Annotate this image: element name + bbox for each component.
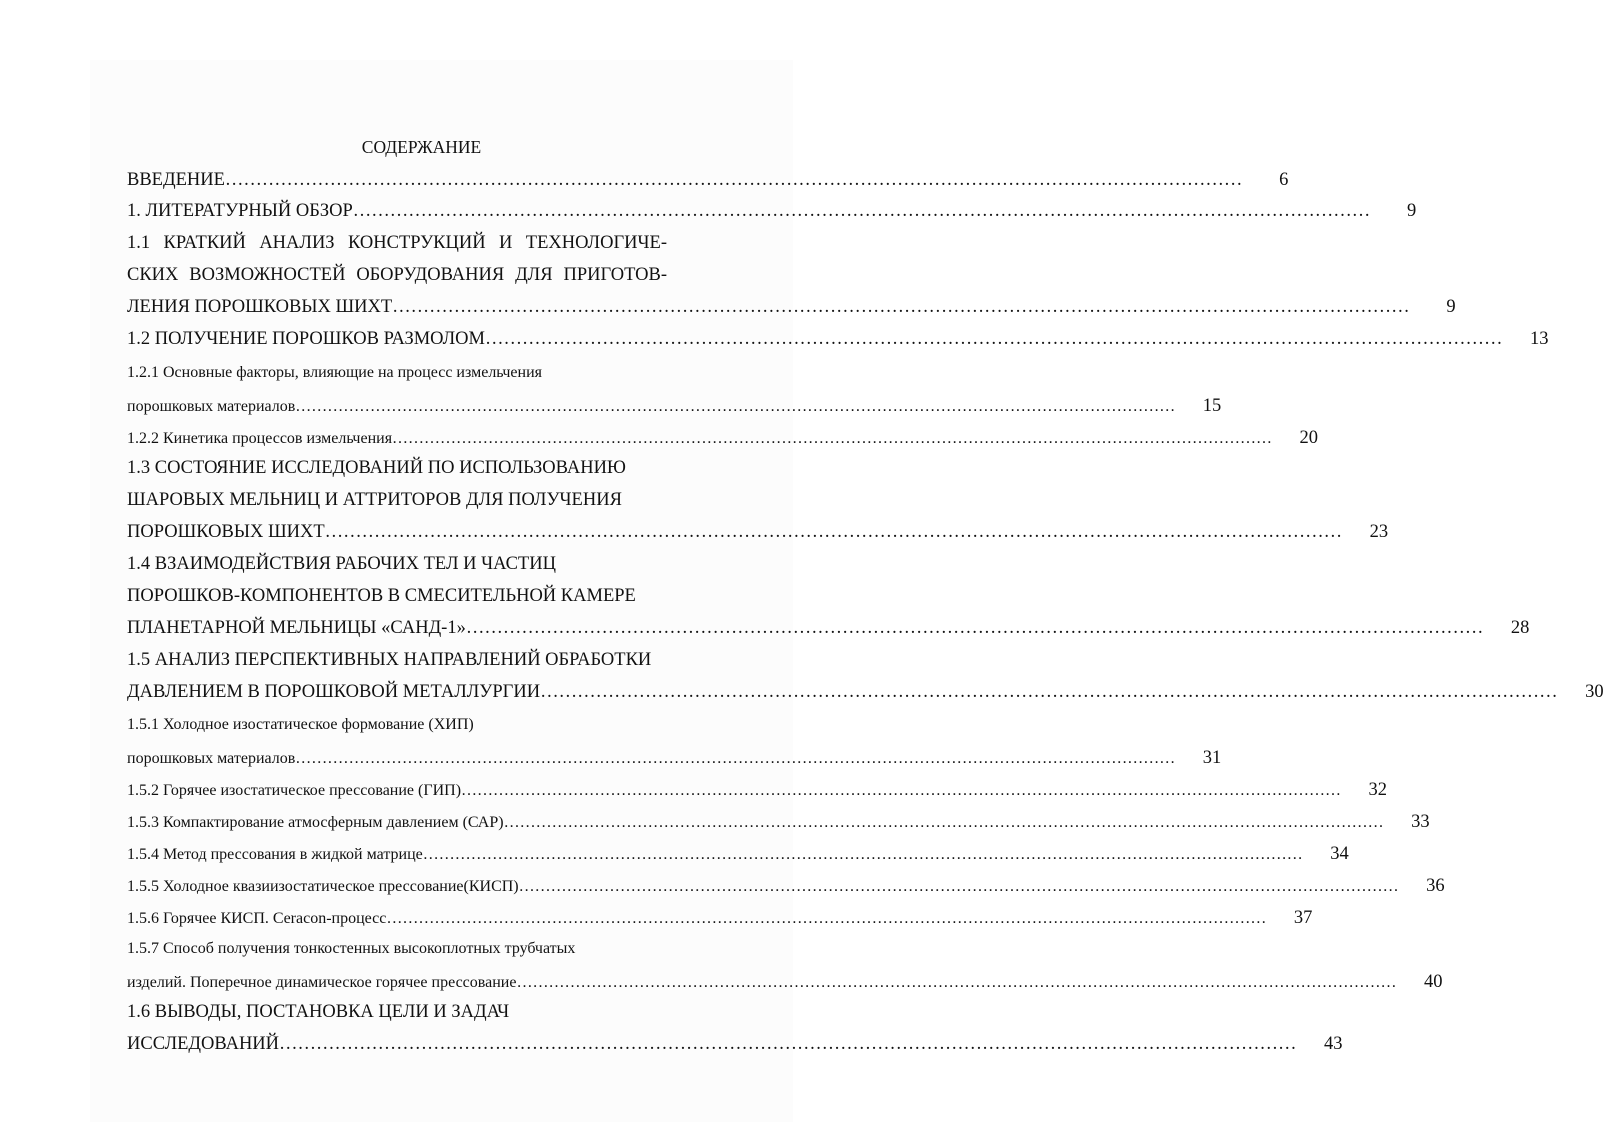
dot-leader	[392, 297, 1410, 318]
toc-page-number: 15	[1202, 396, 1222, 416]
toc-entry-chapter-1[interactable]	[127, 201, 1417, 222]
dot-leader	[325, 522, 1343, 543]
toc-page-number: 31	[1202, 748, 1222, 768]
toc-entry-text: 1.4 ВЗАИМОДЕЙСТВИЯ РАБОЧИХ ТЕЛ И ЧАСТИЦ	[127, 554, 556, 574]
toc-entry-1-1[interactable]	[127, 297, 1456, 318]
toc-entry-1-1-line1	[127, 233, 703, 254]
toc-page-number: 9	[1446, 297, 1456, 317]
dot-leader	[295, 750, 1175, 768]
toc-entry-text: порошковых материалов	[127, 398, 296, 415]
toc-entry-text: 1.5.7 Способ получения тонкостенных высокоплотных трубчатых	[127, 940, 576, 957]
toc-entry-text: ЛЕНИЯ ПОРОШКОВЫХ ШИХТ	[127, 297, 393, 317]
toc-entry-1-1-line2	[127, 265, 703, 286]
dot-leader	[519, 878, 1399, 896]
toc-entry-text: СКИХ ВОЗМОЖНОСТЕЙ ОБОРУДОВАНИЯ ДЛЯ ПРИГОТОВ-	[127, 265, 667, 285]
toc-entry-text: 1.5.1 Холодное изостатическое формование (ХИП)	[127, 716, 474, 733]
toc-entry-text: ПОРОШКОВ-КОМПОНЕНТОВ В СМЕСИТЕЛЬНОЙ КАМЕРЕ	[127, 586, 636, 606]
toc-entry-text: ПОРОШКОВЫХ ШИХТ	[127, 522, 325, 542]
toc-entry-1-5[interactable]	[127, 682, 1604, 703]
toc-entry-1-2[interactable]	[127, 329, 1549, 350]
dot-leader	[504, 814, 1384, 832]
toc-entry-1-4[interactable]	[127, 618, 1530, 639]
toc-entry-text: ДАВЛЕНИЕМ В ПОРОШКОВОЙ МЕТАЛЛУРГИИ	[127, 682, 541, 702]
dot-leader	[386, 910, 1266, 928]
toc-page-number: 20	[1299, 428, 1319, 448]
toc-entry-1-6[interactable]	[127, 1034, 1343, 1055]
toc-entry-text: 1.5.3 Компактирование атмосферным давлением (САР)	[127, 814, 504, 831]
toc-entry-text: 1.2.1 Основные факторы, влияющие на процесс измельчения	[127, 364, 543, 381]
toc-entry-1-5-6[interactable]	[127, 908, 1313, 929]
dot-leader	[540, 682, 1558, 703]
toc-entry-text: 1.2 ПОЛУЧЕНИЕ ПОРОШКОВ РАЗМОЛОМ	[127, 329, 485, 349]
toc-entry-1-3[interactable]	[127, 522, 1389, 543]
dot-leader	[516, 974, 1396, 992]
toc-entry-text: 1. ЛИТЕРАТУРНЫЙ ОБЗОР	[127, 201, 353, 221]
toc-entry-text: ИССЛЕДОВАНИЙ	[127, 1034, 280, 1054]
toc-page-number: 30	[1585, 682, 1604, 702]
toc-entry-text: 1.5.4 Метод прессования в жидкой матрице	[127, 846, 423, 863]
toc-page-number: 23	[1369, 522, 1389, 542]
dot-leader	[295, 398, 1175, 416]
toc-entry-1-5-line1	[127, 650, 703, 671]
toc-entry-text: 1.3 СОСТОЯНИЕ ИССЛЕДОВАНИЙ ПО ИСПОЛЬЗОВАНИЮ	[127, 458, 626, 478]
toc-entry-text: порошковых материалов	[127, 750, 296, 767]
toc-page-number: 32	[1368, 780, 1388, 800]
dot-leader	[353, 201, 1371, 222]
toc-entry-1-4-line1	[127, 554, 703, 575]
toc-page-number: 36	[1426, 876, 1445, 896]
toc-entry-1-4-line2	[127, 586, 703, 607]
toc-entry-text: изделий. Поперечное динамическое горячее прессование	[127, 974, 517, 991]
toc-entry-intro[interactable]	[127, 170, 1289, 191]
toc-page-number: 13	[1529, 329, 1549, 349]
toc-entry-1-2-1-line1	[127, 364, 703, 382]
toc-entry-text: ПЛАНЕТАРНОЙ МЕЛЬНИЦЫ «САНД-1»	[127, 618, 466, 638]
toc-entry-1-6-line1	[127, 1002, 703, 1023]
toc-entry-1-2-1[interactable]	[127, 396, 1222, 417]
toc-entry-1-5-2[interactable]	[127, 780, 1388, 801]
toc-entry-1-3-line2	[127, 490, 703, 511]
toc-page-number: 34	[1330, 844, 1349, 864]
toc-entry-text: 1.1 КРАТКИЙ АНАЛИЗ КОНСТРУКЦИЙ И ТЕХНОЛОГИЧЕ-	[127, 233, 667, 253]
toc-entry-1-5-4[interactable]	[127, 844, 1349, 865]
toc-entry-text: ВВЕДЕНИЕ	[127, 170, 225, 190]
dot-leader	[225, 170, 1243, 191]
dot-leader	[461, 782, 1341, 800]
toc-page-number: 43	[1324, 1034, 1343, 1054]
toc-entry-1-5-5[interactable]	[127, 876, 1445, 897]
toc-page-number: 33	[1411, 812, 1430, 832]
toc-entry-text: 1.5.5 Холодное квазиизостатическое прессование(КИСП)	[127, 878, 519, 895]
toc-entry-text: 1.5.2 Горячее изостатическое прессование (ГИП)	[127, 782, 462, 799]
dot-leader	[279, 1034, 1297, 1055]
toc-entry-text: ШАРОВЫХ МЕЛЬНИЦ И АТТРИТОРОВ ДЛЯ ПОЛУЧЕНИЯ	[127, 490, 622, 510]
toc-entry-text: 1.5.6 Горячее КИСП. Ceracon-процесс	[127, 910, 387, 927]
toc-entry-text: 1.2.2 Кинетика процессов измельчения	[127, 430, 393, 447]
toc-entry-1-3-line1	[127, 458, 703, 479]
toc-page-number: 28	[1510, 618, 1530, 638]
toc-entry-1-5-1[interactable]	[127, 748, 1222, 769]
page-title: СОДЕРЖАНИЕ	[361, 137, 482, 157]
toc-entry-1-5-7[interactable]	[127, 972, 1443, 993]
toc-page-number: 37	[1293, 908, 1313, 928]
toc-entry-text: 1.6 ВЫВОДЫ, ПОСТАНОВКА ЦЕЛИ И ЗАДАЧ	[127, 1002, 510, 1022]
toc-page-number: 40	[1423, 972, 1443, 992]
toc-entry-1-5-3[interactable]	[127, 812, 1430, 833]
toc-entry-1-5-1-line1	[127, 716, 703, 734]
toc-entry-1-2-2[interactable]	[127, 428, 1319, 449]
dot-leader	[423, 846, 1303, 864]
dot-leader	[392, 430, 1272, 448]
dot-leader	[466, 618, 1484, 639]
toc-entry-text: 1.5 АНАЛИЗ ПЕРСПЕКТИВНЫХ НАПРАВЛЕНИЙ ОБРАБОТКИ	[127, 650, 652, 670]
dot-leader	[485, 329, 1503, 350]
toc-page-number: 6	[1279, 170, 1289, 190]
toc-page-number: 9	[1406, 201, 1417, 221]
toc-entry-1-5-7-line1	[127, 940, 703, 958]
